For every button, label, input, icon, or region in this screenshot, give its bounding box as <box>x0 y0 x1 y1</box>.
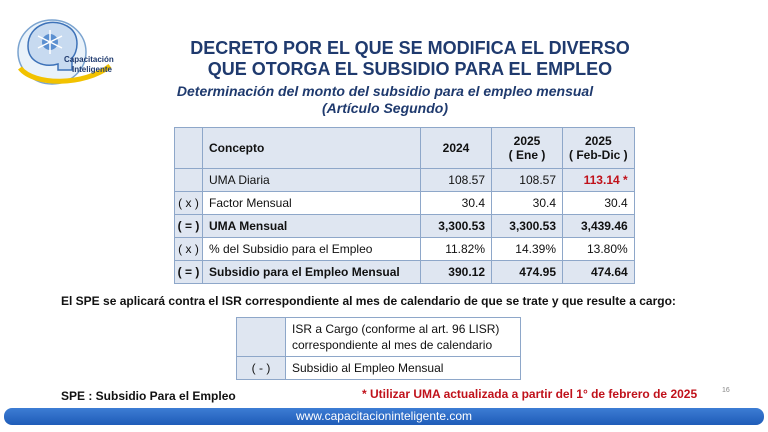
isr-table <box>236 317 521 380</box>
header-2025-ene <box>492 128 563 169</box>
company-logo <box>14 6 124 88</box>
row-value-2024: 390.12 <box>421 261 492 284</box>
subtitle-line-1: Determinación del monto del subsidio para el empleo mensual <box>176 83 594 99</box>
row-value-2025-ene: 14.39% <box>492 238 563 261</box>
logo-text-line2: Inteligente <box>72 65 113 74</box>
row-value-2025-feb: 13.80% <box>563 238 635 261</box>
title-line-1: DECRETO POR EL QUE SE MODIFICA EL DIVERSO <box>190 38 630 58</box>
page-subtitle <box>120 83 650 117</box>
header-2024 <box>421 128 492 169</box>
row-concept: UMA Mensual <box>203 215 421 238</box>
subtitle-line-2: (Artículo Segundo) <box>322 100 448 116</box>
table-row <box>175 238 635 261</box>
row-value-2025-ene: 108.57 <box>492 169 563 192</box>
row-value-2025-ene: 474.95 <box>492 261 563 284</box>
isr-cargo-line2: correspondiente al mes de calendario <box>292 338 493 352</box>
row-value-2024: 11.82% <box>421 238 492 261</box>
header-2025-feb <box>563 128 635 169</box>
isr-cargo-line1: ISR a Cargo (conforme al art. 96 LISR) <box>292 322 500 336</box>
row-value-2025-ene: 30.4 <box>492 192 563 215</box>
row-concept: Factor Mensual <box>203 192 421 215</box>
row-value-2025-ene: 3,300.53 <box>492 215 563 238</box>
footer-url-link[interactable]: www.capacitacioninteligente.com <box>295 409 473 423</box>
table-row <box>237 318 521 357</box>
header-2025-feb-year: 2025 <box>584 134 612 148</box>
uma-update-note: * Utilizar UMA actualizada a partir del 1° de febrero de 2025 <box>362 387 698 401</box>
page-title <box>140 38 680 80</box>
row-concept: % del Subsidio para el Empleo <box>203 238 421 261</box>
row-value-2024: 3,300.53 <box>421 215 492 238</box>
header-2025-feb-period: ( Feb-Dic ) <box>569 148 628 162</box>
table-header-row <box>175 128 635 169</box>
spe-application-note: El SPE se aplicará contra el ISR correspondiente al mes de calendario de que se trate y que resulte a cargo: <box>61 294 676 308</box>
row-op: ( = ) <box>175 215 203 238</box>
spe-definition: SPE : Subsidio Para el Empleo <box>61 389 236 403</box>
table-row <box>237 357 521 380</box>
table-row <box>175 169 635 192</box>
table-row <box>175 215 635 238</box>
isr-op-minus: ( - ) <box>237 357 286 380</box>
row-op: ( x ) <box>175 238 203 261</box>
row-op <box>175 169 203 192</box>
row-value-2025-feb: 113.14 * <box>563 169 635 192</box>
row-value-2025-feb: 3,439.46 <box>563 215 635 238</box>
row-concept: UMA Diaria <box>203 169 421 192</box>
row-value-2024: 108.57 <box>421 169 492 192</box>
header-2025-ene-period: ( Ene ) <box>508 148 546 162</box>
header-2024-label: 2024 <box>442 141 470 155</box>
row-op: ( x ) <box>175 192 203 215</box>
logo-text-line1: Capacitación <box>64 55 114 64</box>
row-op: ( = ) <box>175 261 203 284</box>
table-row <box>175 261 635 284</box>
footer-bar <box>4 408 764 425</box>
page-number: 16 <box>722 387 730 394</box>
row-value-2025-feb: 30.4 <box>563 192 635 215</box>
row-concept: Subsidio para el Empleo Mensual <box>203 261 421 284</box>
table-row <box>175 192 635 215</box>
row-value-2025-feb: 474.64 <box>563 261 635 284</box>
title-line-2: QUE OTORGA EL SUBSIDIO PARA EL EMPLEO <box>207 59 613 79</box>
isr-cargo-cell <box>286 318 521 357</box>
isr-op-empty <box>237 318 286 357</box>
subsidy-table <box>174 127 635 284</box>
header-2025-ene-year: 2025 <box>513 134 541 148</box>
header-op-cell <box>175 128 203 169</box>
header-concept: Concepto <box>203 128 421 169</box>
isr-subsidio-cell: Subsidio al Empleo Mensual <box>286 357 521 380</box>
row-value-2024: 30.4 <box>421 192 492 215</box>
